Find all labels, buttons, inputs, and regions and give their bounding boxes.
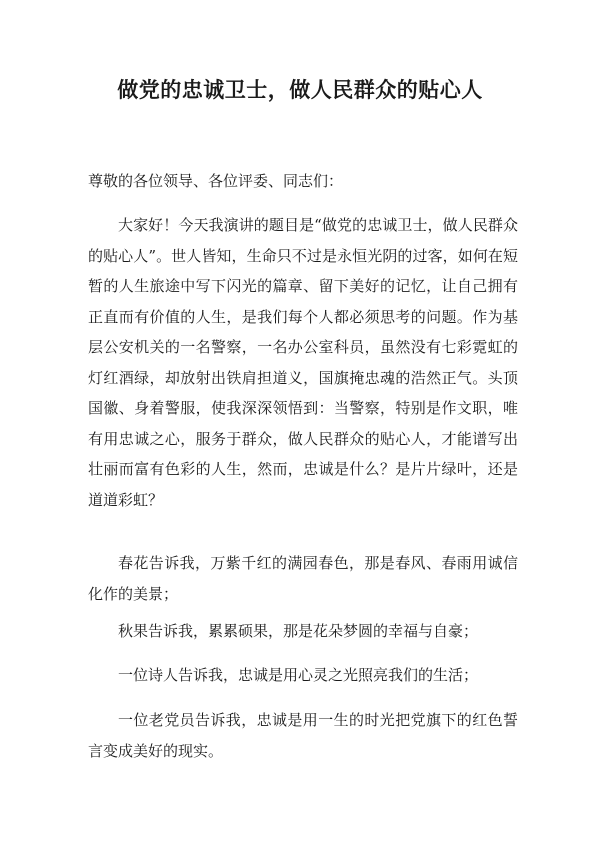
paragraph-poet: 一位诗人告诉我，忠诚是用心灵之光照亮我们的生活； — [118, 666, 479, 684]
paragraph-veteran: 一位老党员告诉我，忠诚是用一生的时光把党旗下的红色誓言变成美好的现实。 — [88, 711, 518, 760]
paragraph-intro: 大家好！今天我演讲的题目是“做党的忠诚卫士，做人民群众的贴心人”。世人皆知，生命只不过是永恒光阴的过客，如何在短暂的人生旅途中写下闪光的篇章、留下美好的记忆，让自己拥有正直而有价值的人生，是我们每个人都必须思考的问题。作为基层公安机关的一名警察，一名办公室科员，虽然没有七彩霓虹的灯红酒绿，却放射出铁肩担道义，国旗掩忠魂的浩然正气。头顶国徽、身着警服，使我深深领悟到：当警察，特别是作文职，唯有用忠诚之心，服务于群众，做人民群众的贴心人，才能谱写出壮丽而富有色彩的人生，然而，忠诚是什么？是片片绿叶，还是道道彩虹？ — [88, 216, 518, 509]
paragraph-spring: 春花告诉我，万紫千红的满园春色，那是春风、春雨用诚信化作的美景； — [88, 554, 518, 603]
salutation: 尊敬的各位领导、各位评委、同志们： — [88, 172, 344, 190]
document-title: 做党的忠诚卫士，做人民群众的贴心人 — [117, 77, 483, 102]
paragraph-autumn: 秋果告诉我，累累硕果，那是花朵梦圆的幸福与自豪； — [118, 622, 479, 640]
